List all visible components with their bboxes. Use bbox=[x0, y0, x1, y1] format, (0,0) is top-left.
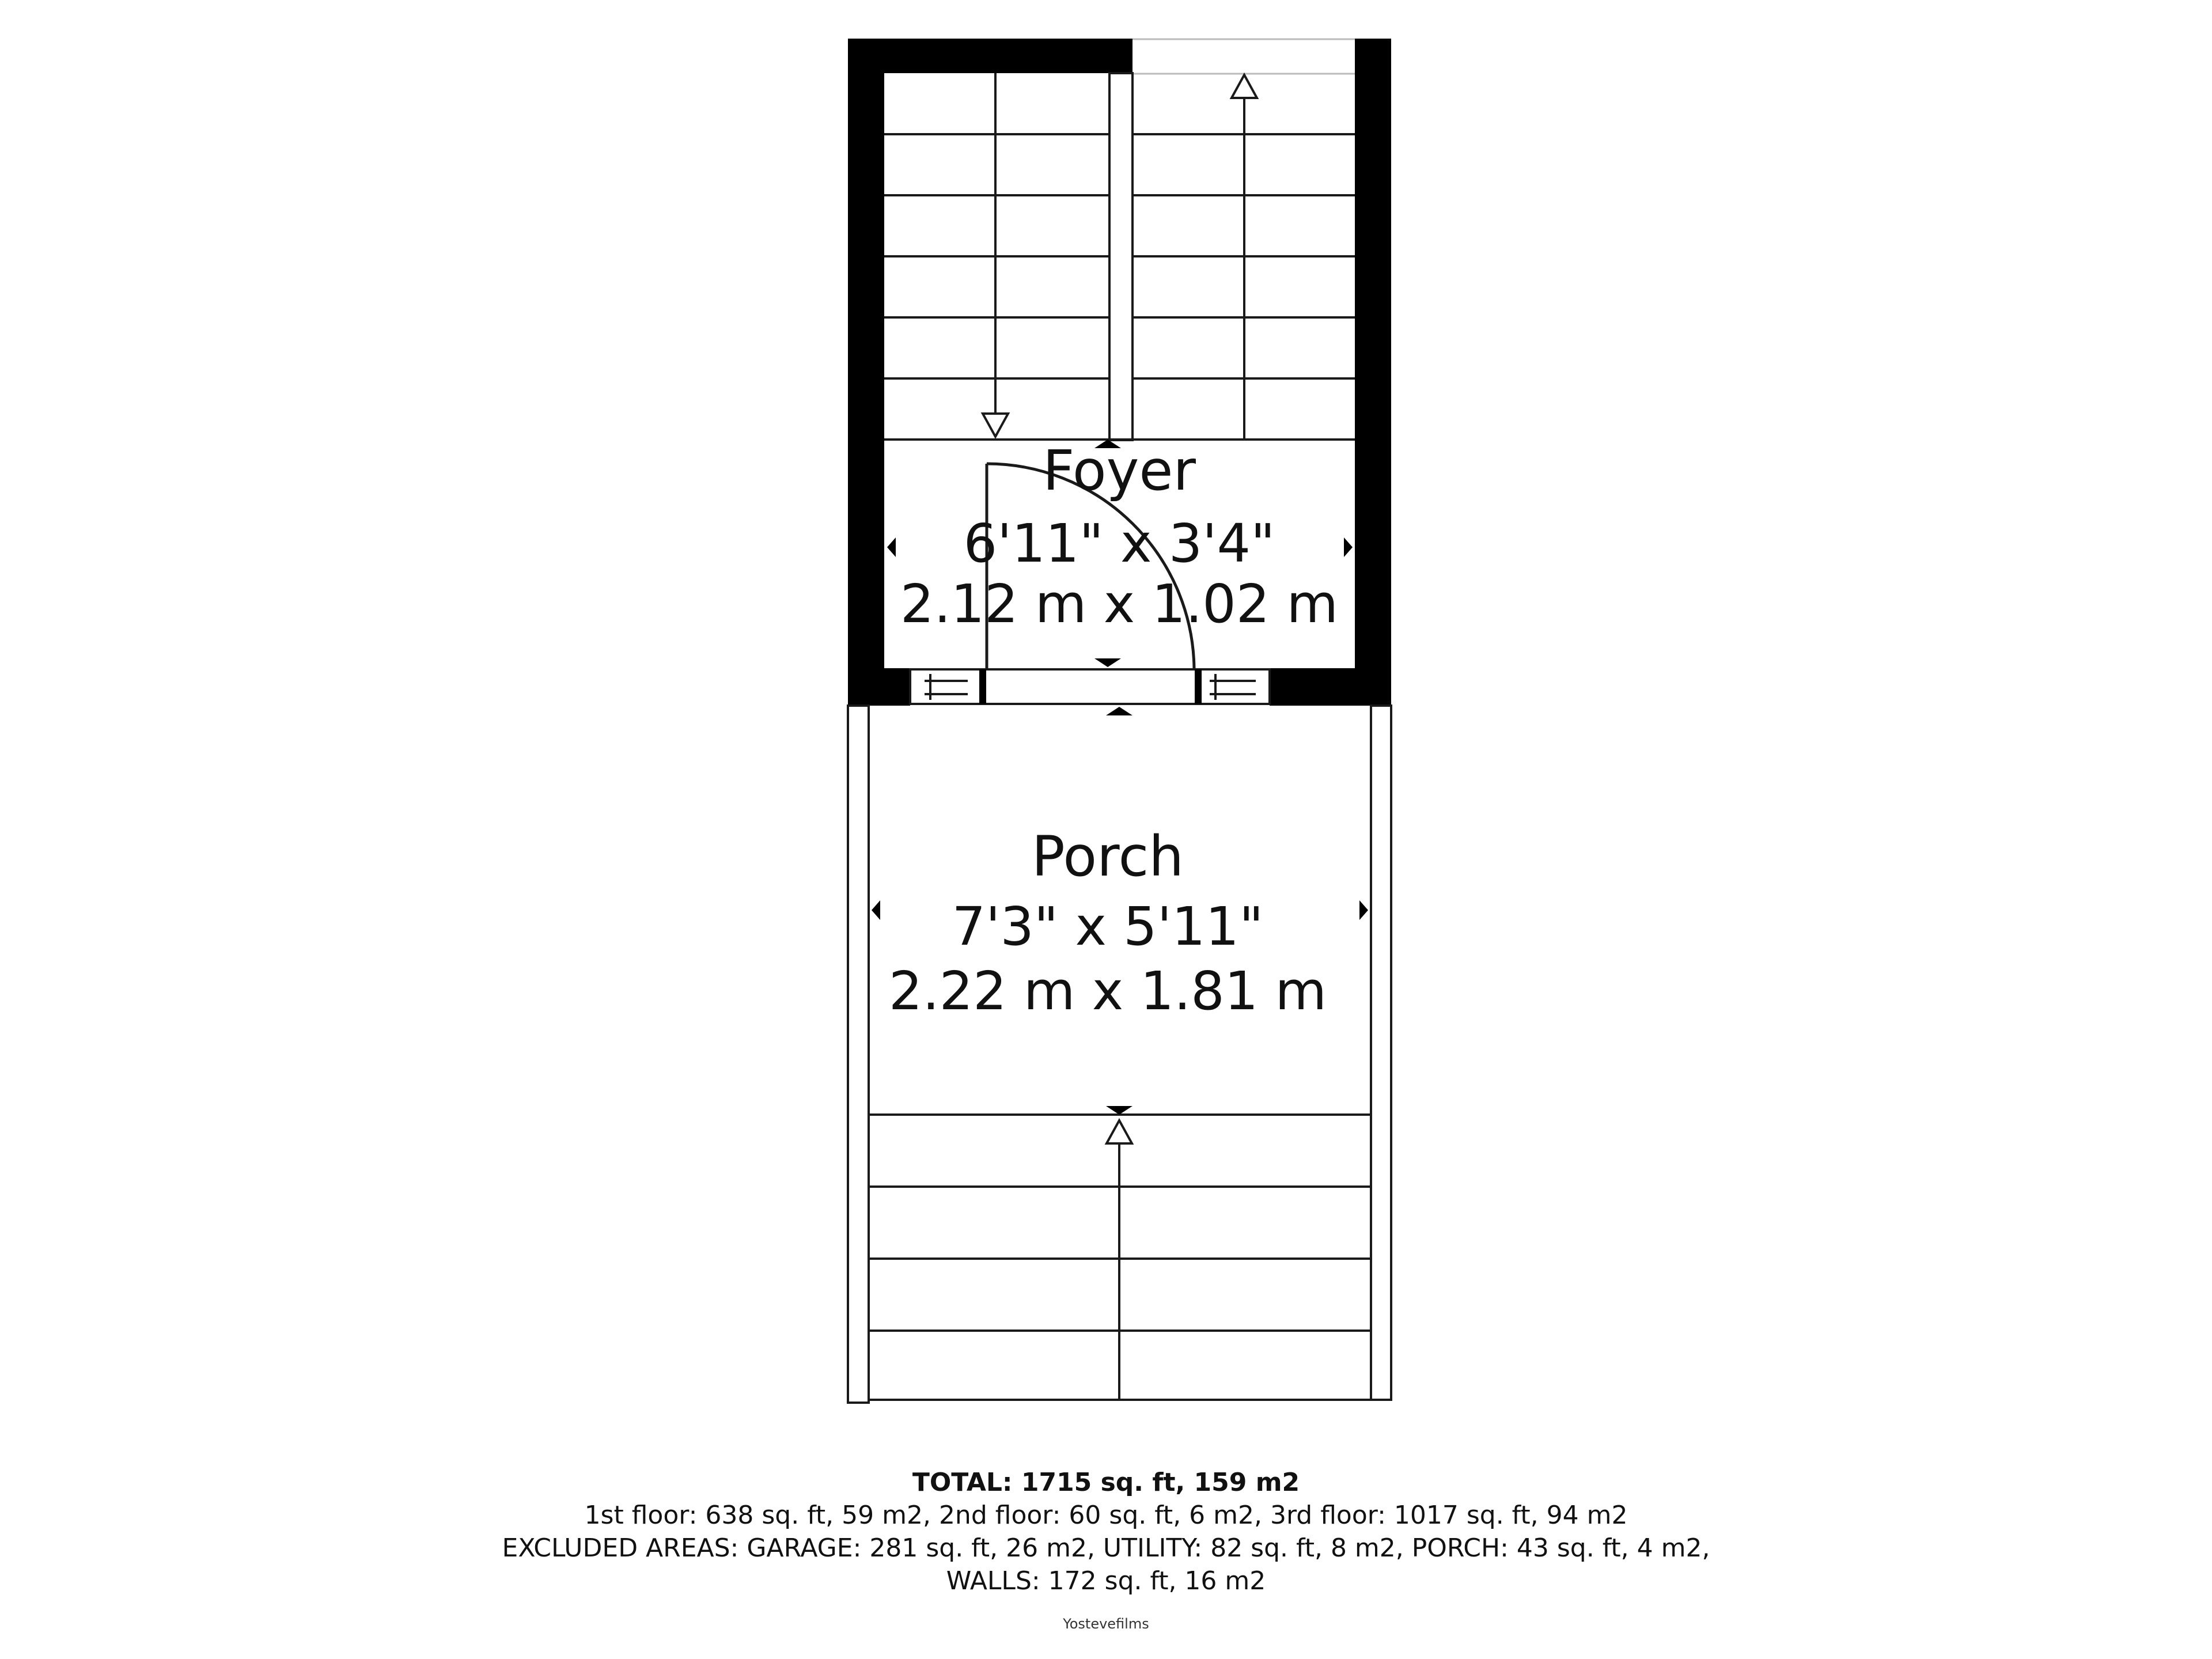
foyer-name: Foyer bbox=[1043, 438, 1196, 503]
foyer-dim-metric: 2.12 m x 1.02 m bbox=[900, 573, 1339, 635]
foyer-label bbox=[900, 438, 1338, 635]
credit-text: Yostevefilms bbox=[1063, 1616, 1149, 1632]
foyer-dim-imperial: 6'11" x 3'4" bbox=[963, 513, 1275, 574]
porch-dim-imperial: 7'3" x 5'11" bbox=[952, 896, 1264, 957]
porch-outline bbox=[848, 706, 1391, 1403]
total-area: TOTAL: 1715 sq. ft, 159 m2 bbox=[912, 1468, 1300, 1497]
area-summary bbox=[0, 1466, 2212, 1597]
foyer-staircase bbox=[884, 73, 1355, 440]
porch-name: Porch bbox=[1031, 824, 1184, 889]
porch-dim-metric: 2.22 m x 1.81 m bbox=[888, 960, 1327, 1022]
wall-area: WALLS: 172 sq. ft, 16 m2 bbox=[946, 1566, 1266, 1596]
foyer-front-wall bbox=[910, 669, 1270, 704]
excluded-areas: EXCLUDED AREAS: GARAGE: 281 sq. ft, 26 m2, UTILITY: 82 sq. ft, 8 m2, PORCH: 43 sq. ft, 4 m2, bbox=[502, 1533, 1710, 1563]
floor-areas: 1st floor: 638 sq. ft, 59 m2, 2nd floor: 60 sq. ft, 6 m2, 3rd floor: 1017 sq. ft, 94 m2 bbox=[584, 1501, 1628, 1530]
porch-label bbox=[889, 824, 1327, 1022]
